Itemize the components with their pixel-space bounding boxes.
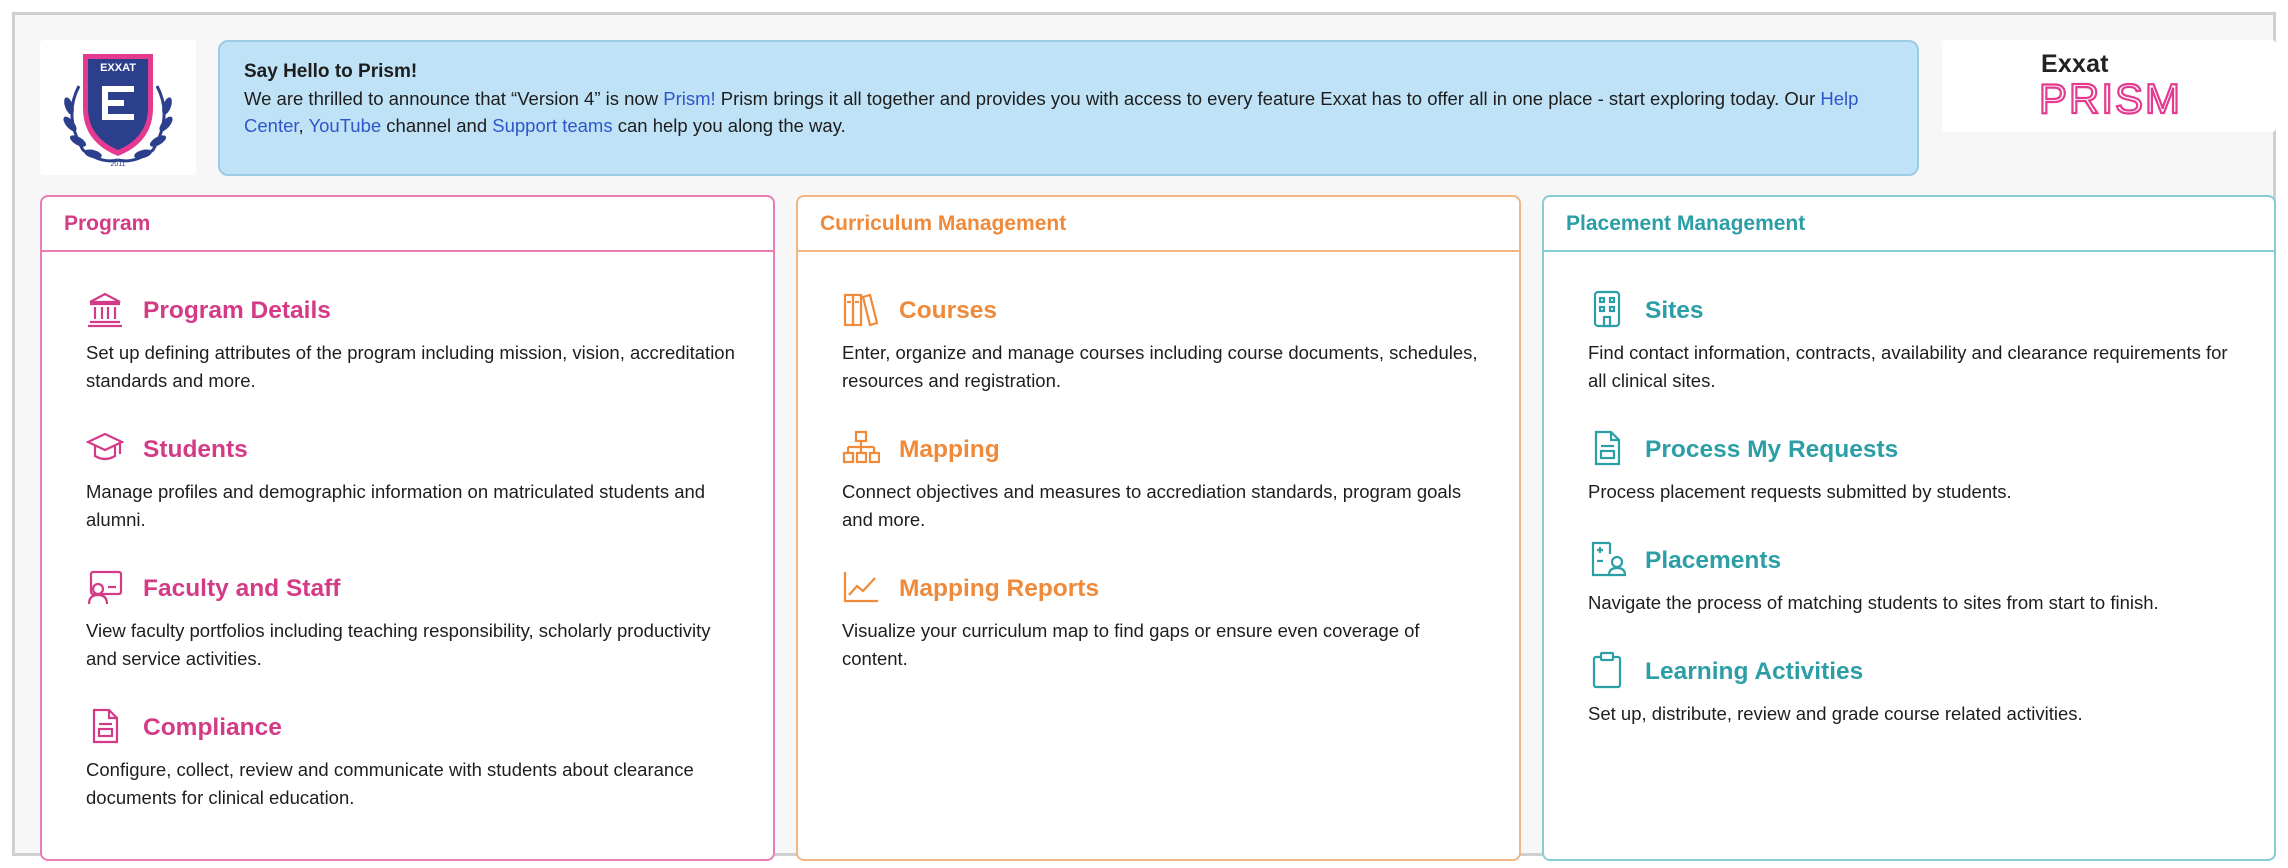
compliance-link[interactable] bbox=[86, 707, 743, 747]
curriculum-management-panel bbox=[796, 195, 1521, 861]
program-panel bbox=[40, 195, 775, 861]
item-description: View faculty portfolios including teaching responsibility, scholarly productivity and service activities. bbox=[86, 620, 711, 669]
placements-card[interactable] bbox=[1588, 540, 2244, 617]
faculty-icon bbox=[86, 568, 124, 606]
youtube-link[interactable]: YouTube bbox=[308, 115, 382, 136]
item-description: Find contact information, contracts, availability and clearance requirements for all clinical sites. bbox=[1588, 342, 2228, 391]
books-icon bbox=[842, 290, 880, 328]
item-title: Learning Activities bbox=[1645, 658, 1864, 685]
item-title: Mapping Reports bbox=[899, 575, 1100, 602]
announcement-title: Say Hello to Prism! bbox=[244, 61, 418, 82]
students-card[interactable] bbox=[86, 429, 743, 533]
item-title: Sites bbox=[1645, 297, 1704, 324]
mapping-card[interactable] bbox=[842, 429, 1489, 533]
item-description: Process placement requests submitted by students. bbox=[1588, 481, 2012, 502]
brand-name: Exxat bbox=[2041, 50, 2109, 78]
item-title: Mapping bbox=[899, 436, 1000, 463]
item-title: Compliance bbox=[143, 714, 282, 741]
courses-card[interactable] bbox=[842, 290, 1489, 394]
announcement-text: can help you along the way. bbox=[612, 115, 846, 136]
mapping-reports-link[interactable] bbox=[842, 568, 1489, 608]
process-my-requests-link[interactable] bbox=[1588, 429, 2244, 469]
program-details-link[interactable] bbox=[86, 290, 743, 330]
item-description: Connect objectives and measures to accrediation standards, program goals and more. bbox=[842, 481, 1462, 530]
institution-icon bbox=[86, 290, 124, 328]
learning-activities-card[interactable] bbox=[1588, 651, 2244, 728]
announcement-text: , bbox=[298, 115, 309, 136]
hierarchy-icon bbox=[842, 429, 880, 467]
item-description: Enter, organize and manage courses including course documents, schedules, resources and registration. bbox=[842, 342, 1478, 391]
brand-product: PRISM bbox=[2039, 75, 2183, 122]
faculty-and-staff-link[interactable] bbox=[86, 568, 743, 608]
placement-management-panel bbox=[1542, 195, 2276, 861]
graduation-cap-icon bbox=[86, 429, 124, 467]
clipboard-icon bbox=[1588, 651, 1626, 689]
panel-title: Program bbox=[42, 197, 773, 252]
item-title: Faculty and Staff bbox=[143, 575, 341, 602]
announcement-body bbox=[244, 85, 1893, 139]
announcement-banner bbox=[218, 40, 1919, 176]
exxat-prism-brand bbox=[1942, 40, 2276, 132]
dashboard-frame bbox=[12, 12, 2276, 856]
announcement-text: Prism brings it all together and provides you with access to every feature Exxat has to offer all in one place - start exploring today. Our bbox=[715, 88, 1821, 109]
item-description: Set up defining attributes of the program including mission, vision, accreditation standards and more. bbox=[86, 342, 735, 391]
item-title: Students bbox=[143, 436, 248, 463]
panel-title: Placement Management bbox=[1544, 197, 2274, 252]
item-description: Set up, distribute, review and grade course related activities. bbox=[1588, 703, 2083, 724]
line-chart-icon bbox=[842, 568, 880, 606]
faculty-and-staff-card[interactable] bbox=[86, 568, 743, 672]
item-title: Placements bbox=[1645, 547, 1782, 574]
program-details-card[interactable] bbox=[86, 290, 743, 394]
sites-card[interactable] bbox=[1588, 290, 2244, 394]
exxat-logo bbox=[40, 40, 196, 175]
item-title: Courses bbox=[899, 297, 998, 324]
students-link[interactable] bbox=[86, 429, 743, 469]
compliance-card[interactable] bbox=[86, 707, 743, 811]
prism-link[interactable]: Prism! bbox=[663, 88, 716, 109]
item-description: Configure, collect, review and communicate with students about clearance documents for clinical education. bbox=[86, 759, 694, 808]
support-teams-link[interactable]: Support teams bbox=[492, 115, 613, 136]
help-center-link[interactable]: Help Center bbox=[244, 88, 1859, 136]
process-my-requests-card[interactable] bbox=[1588, 429, 2244, 506]
mapping-reports-card[interactable] bbox=[842, 568, 1489, 672]
crest-text: EXXAT bbox=[100, 61, 136, 74]
crest-year: 2011 bbox=[110, 160, 126, 168]
item-description: Navigate the process of matching students to sites from start to finish. bbox=[1588, 592, 2159, 613]
announcement-text: channel and bbox=[381, 115, 493, 136]
document-icon bbox=[86, 707, 124, 745]
mapping-link[interactable] bbox=[842, 429, 1489, 469]
announcement-text: We are thrilled to announce that “Version 4” is now bbox=[244, 88, 664, 109]
request-document-icon bbox=[1588, 429, 1626, 467]
courses-link[interactable] bbox=[842, 290, 1489, 330]
placements-link[interactable] bbox=[1588, 540, 2244, 580]
item-description: Visualize your curriculum map to find gaps or ensure even coverage of content. bbox=[842, 620, 1420, 669]
panel-title: Curriculum Management bbox=[798, 197, 1519, 252]
learning-activities-link[interactable] bbox=[1588, 651, 2244, 691]
placement-icon bbox=[1588, 540, 1626, 578]
item-description: Manage profiles and demographic information on matriculated students and alumni. bbox=[86, 481, 706, 530]
item-title: Process My Requests bbox=[1645, 436, 1899, 463]
exxat-crest-icon bbox=[53, 46, 183, 170]
item-title: Program Details bbox=[143, 297, 331, 324]
building-icon bbox=[1588, 290, 1626, 328]
sites-link[interactable] bbox=[1588, 290, 2244, 330]
